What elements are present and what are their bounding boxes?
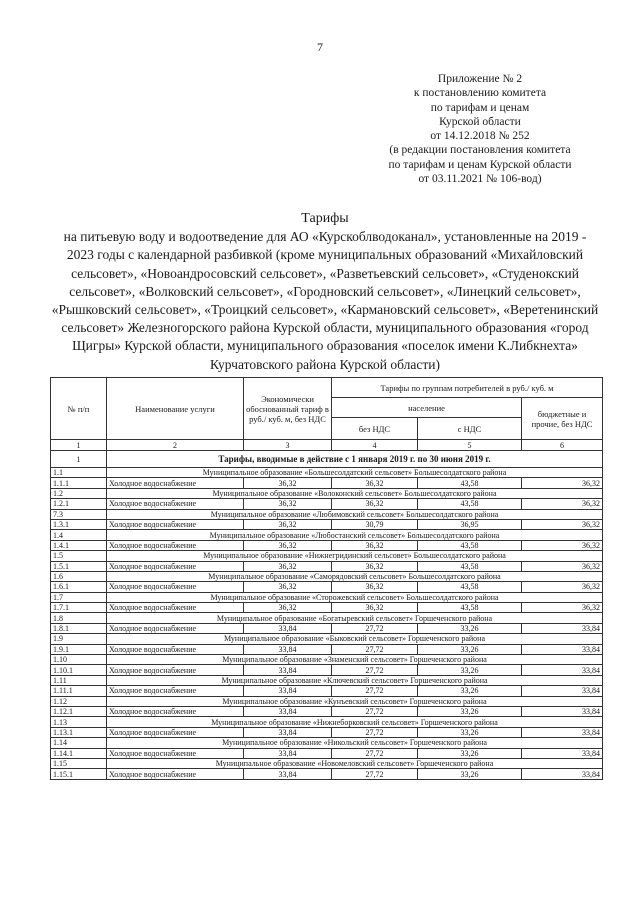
service-name: Холодное водоснабжение: [107, 540, 244, 550]
table-row: [51, 644, 603, 654]
with-vat-value: 33,26: [418, 748, 522, 758]
period-num: 1: [51, 451, 107, 468]
section-row: [51, 551, 603, 561]
with-vat-value: 43,58: [418, 499, 522, 509]
row-num: 1.12.1: [51, 706, 107, 716]
with-vat-value: 33,26: [418, 727, 522, 737]
municipality-name: Муниципальное образование «Любимовский сельсовет» Большесолдатского района: [107, 509, 603, 519]
no-vat-value: 27,72: [332, 623, 418, 633]
table-row: [51, 582, 603, 592]
table-row: [51, 499, 603, 509]
budget-value: 36,32: [522, 519, 603, 529]
title-body: на питьевую воду и водоотведение для АО «Курскоблводоканал», установленные на 2019 - 2023 годы с календарной разбивкой (кроме муниципальных образований «Михайловский сельсовет», «Новоандросовский сельсовет», «Разветьевский сельсовет», «Студенокский сельсовет», «Волковский сельсовет», «Городновский сельсовет», «Линецкий сельсовет», «Рышковский сельсовет», «Троицкий сельсовет», «Кармановский сельсовет», «Веретенинский сельсовет» Железногорского района Курской области, муниципального образования «город Щигры» Курской области, муниципального образования «поселок имени К.Либкнехта» Курчатовского района Курской области): [51, 229, 599, 372]
appendix-line: по тарифам и ценам: [430, 101, 530, 114]
econ-tariff-value: 33,84: [244, 623, 332, 633]
row-num: 1.8.1: [51, 623, 107, 633]
municipality-name: Муниципальное образование «Нижнегридинский сельсовет» Большесолдатского района: [107, 551, 603, 561]
section-row: [51, 592, 603, 602]
section-num: 1.6: [51, 571, 107, 581]
row-num: 1.1.1: [51, 478, 107, 488]
with-vat-value: 33,26: [418, 769, 522, 779]
appendix-line: от 14.12.2018 № 252: [430, 130, 530, 143]
table-row: [51, 519, 603, 529]
no-vat-value: 36,32: [332, 603, 418, 613]
appendix-line: (в редакции постановления комитета: [389, 144, 571, 157]
no-vat-value: 36,32: [332, 540, 418, 550]
section-num: 1.14: [51, 738, 107, 748]
section-num: 1.11: [51, 675, 107, 685]
with-vat-value: 33,26: [418, 623, 522, 633]
no-vat-value: 27,72: [332, 748, 418, 758]
with-vat-value: 33,26: [418, 706, 522, 716]
budget-value: 33,84: [522, 686, 603, 696]
table-row: [51, 561, 603, 571]
with-vat-value: 33,26: [418, 644, 522, 654]
table-row: [51, 603, 603, 613]
column-index: 1: [51, 440, 107, 451]
municipality-name: Муниципальное образование «Быковский сельсовет» Горшеченского района: [107, 634, 603, 644]
section-num: 1.13: [51, 717, 107, 727]
appendix-block: [360, 72, 600, 186]
econ-tariff-value: 36,32: [244, 603, 332, 613]
no-vat-value: 36,32: [332, 478, 418, 488]
row-num: 1.5.1: [51, 561, 107, 571]
title-heading: Тарифы: [301, 211, 349, 226]
section-num: 1.10: [51, 655, 107, 665]
econ-tariff-value: 33,84: [244, 727, 332, 737]
budget-value: 36,32: [522, 478, 603, 488]
column-index: 5: [418, 440, 522, 451]
municipality-name: Муниципальное образование «Сторожевский сельсовет» Большесолдатского района: [107, 592, 603, 602]
econ-tariff-value: 36,32: [244, 540, 332, 550]
section-num: 1.5: [51, 551, 107, 561]
budget-value: 33,84: [522, 665, 603, 675]
section-row: [51, 738, 603, 748]
with-vat-value: 33,26: [418, 686, 522, 696]
municipality-name: Муниципальное образование «Богатыревский сельсовет» Горшеченского района: [107, 613, 603, 623]
table-row: [51, 686, 603, 696]
municipality-name: Муниципальное образование «Знаменский сельсовет» Горшеченского района: [107, 655, 603, 665]
budget-value: 33,84: [522, 644, 603, 654]
table-row: [51, 623, 603, 633]
budget-value: 33,84: [522, 623, 603, 633]
no-vat-value: 27,72: [332, 665, 418, 675]
econ-tariff-value: 33,84: [244, 686, 332, 696]
section-row: [51, 509, 603, 519]
section-num: 1.12: [51, 696, 107, 706]
row-num: 1.3.1: [51, 519, 107, 529]
row-num: 1.9.1: [51, 644, 107, 654]
table-row: [51, 478, 603, 488]
municipality-name: Муниципальное образование «Любостанский сельсовет» Большесолдатского района: [107, 530, 603, 540]
table-row: [51, 665, 603, 675]
with-vat-value: 43,58: [418, 561, 522, 571]
section-row: [51, 655, 603, 665]
econ-tariff-value: 36,32: [244, 519, 332, 529]
with-vat-value: 43,58: [418, 478, 522, 488]
budget-value: 33,84: [522, 769, 603, 779]
section-row: [51, 634, 603, 644]
econ-tariff-value: 36,32: [244, 561, 332, 571]
section-num: 7.3: [51, 509, 107, 519]
econ-tariff-value: 33,84: [244, 769, 332, 779]
budget-value: 36,32: [522, 582, 603, 592]
row-num: 1.13.1: [51, 727, 107, 737]
econ-tariff-value: 33,84: [244, 665, 332, 675]
appendix-line: от 03.11.2021 № 106-вод): [418, 173, 542, 186]
municipality-name: Муниципальное образование «Новомеловский сельсовет» Горшеченского района: [107, 758, 603, 768]
appendix-line: Приложение № 2: [437, 73, 523, 85]
section-row: [51, 488, 603, 498]
row-num: 1.6.1: [51, 582, 107, 592]
row-num: 1.2.1: [51, 499, 107, 509]
tariff-table: [50, 377, 603, 780]
column-index: 6: [522, 440, 603, 451]
econ-tariff-value: 33,84: [244, 748, 332, 758]
service-name: Холодное водоснабжение: [107, 603, 244, 613]
row-num: 1.15.1: [51, 769, 107, 779]
document-title: [50, 210, 600, 374]
service-name: Холодное водоснабжение: [107, 706, 244, 716]
budget-value: 33,84: [522, 727, 603, 737]
header-econ-tariff: Экономически обоснованный тариф в руб./ куб. м, без НДС: [244, 378, 332, 440]
no-vat-value: 36,32: [332, 561, 418, 571]
header-budget: бюджетные и прочие, без НДС: [522, 398, 603, 440]
no-vat-value: 27,72: [332, 769, 418, 779]
table-row: [51, 769, 603, 779]
row-num: 1.10.1: [51, 665, 107, 675]
appendix-line: к постановлению комитета: [413, 87, 547, 100]
section-row: [51, 468, 603, 478]
no-vat-value: 27,72: [332, 727, 418, 737]
service-name: Холодное водоснабжение: [107, 519, 244, 529]
no-vat-value: 30,79: [332, 519, 418, 529]
section-row: [51, 530, 603, 540]
row-num: 1.11.1: [51, 686, 107, 696]
header-service: Наименование услуги: [107, 378, 244, 440]
service-name: Холодное водоснабжение: [107, 623, 244, 633]
no-vat-value: 36,32: [332, 499, 418, 509]
service-name: Холодное водоснабжение: [107, 644, 244, 654]
section-row: [51, 613, 603, 623]
section-num: 1.1: [51, 468, 107, 478]
section-num: 1.7: [51, 592, 107, 602]
budget-value: 36,32: [522, 561, 603, 571]
service-name: Холодное водоснабжение: [107, 499, 244, 509]
page-number: 7: [317, 40, 323, 54]
econ-tariff-value: 33,84: [244, 706, 332, 716]
section-row: [51, 758, 603, 768]
column-index: 2: [107, 440, 244, 451]
table-row: [51, 748, 603, 758]
econ-tariff-value: 36,32: [244, 478, 332, 488]
section-row: [51, 571, 603, 581]
section-row: [51, 675, 603, 685]
section-num: 1.9: [51, 634, 107, 644]
section-num: 1.4: [51, 530, 107, 540]
budget-value: 33,84: [522, 706, 603, 716]
appendix-line: по тарифам и ценам Курской области: [388, 158, 572, 171]
service-name: Холодное водоснабжение: [107, 748, 244, 758]
section-num: 1.2: [51, 488, 107, 498]
budget-value: 36,32: [522, 603, 603, 613]
municipality-name: Муниципальное образование «Кунъевский сельсовет» Горшеченского района: [107, 696, 603, 706]
municipality-name: Муниципальное образование «Ключевский сельсовет» Горшеченского района: [107, 675, 603, 685]
section-row: [51, 696, 603, 706]
no-vat-value: 27,72: [332, 706, 418, 716]
service-name: Холодное водоснабжение: [107, 478, 244, 488]
budget-value: 36,32: [522, 540, 603, 550]
no-vat-value: 36,32: [332, 582, 418, 592]
service-name: Холодное водоснабжение: [107, 561, 244, 571]
header-with-vat: с НДС: [418, 418, 522, 440]
table-row: [51, 540, 603, 550]
municipality-name: Муниципальное образование «Никольский сельсовет» Горшеченского района: [107, 738, 603, 748]
econ-tariff-value: 36,32: [244, 582, 332, 592]
econ-tariff-value: 36,32: [244, 499, 332, 509]
period-heading: Тарифы, вводимые в действие с 1 января 2019 г. по 30 июня 2019 г.: [107, 451, 603, 468]
municipality-name: Муниципальное образование «Большесолдатский сельсовет» Большесолдатского района: [107, 468, 603, 478]
econ-tariff-value: 33,84: [244, 644, 332, 654]
header-no-vat: без НДС: [332, 418, 418, 440]
section-num: 1.15: [51, 758, 107, 768]
with-vat-value: 43,58: [418, 540, 522, 550]
column-index: 3: [244, 440, 332, 451]
with-vat-value: 43,58: [418, 582, 522, 592]
with-vat-value: 36,95: [418, 519, 522, 529]
row-num: 1.4.1: [51, 540, 107, 550]
service-name: Холодное водоснабжение: [107, 582, 244, 592]
service-name: Холодное водоснабжение: [107, 665, 244, 675]
with-vat-value: 43,58: [418, 603, 522, 613]
budget-value: 36,32: [522, 499, 603, 509]
column-index: 4: [332, 440, 418, 451]
service-name: Холодное водоснабжение: [107, 686, 244, 696]
section-num: 1.8: [51, 613, 107, 623]
municipality-name: Муниципальное образование «Нижнеборковский сельсовет» Горшеченского района: [107, 717, 603, 727]
appendix-line: Курской области: [439, 115, 521, 128]
header-num: № п/п: [51, 378, 107, 440]
service-name: Холодное водоснабжение: [107, 727, 244, 737]
service-name: Холодное водоснабжение: [107, 769, 244, 779]
budget-value: 33,84: [522, 748, 603, 758]
header-consumer-groups: Тарифы по группам потребителей в руб./ куб. м: [332, 378, 603, 398]
row-num: 1.14.1: [51, 748, 107, 758]
no-vat-value: 27,72: [332, 644, 418, 654]
no-vat-value: 27,72: [332, 686, 418, 696]
municipality-name: Муниципальное образование «Волоконский сельсовет» Большесолдатского района: [107, 488, 603, 498]
section-row: [51, 717, 603, 727]
municipality-name: Муниципальное образование «Саморядовский сельсовет» Большесолдатского района: [107, 571, 603, 581]
with-vat-value: 33,26: [418, 665, 522, 675]
row-num: 1.7.1: [51, 603, 107, 613]
table-row: [51, 727, 603, 737]
header-population: население: [332, 398, 522, 418]
table-row: [51, 706, 603, 716]
